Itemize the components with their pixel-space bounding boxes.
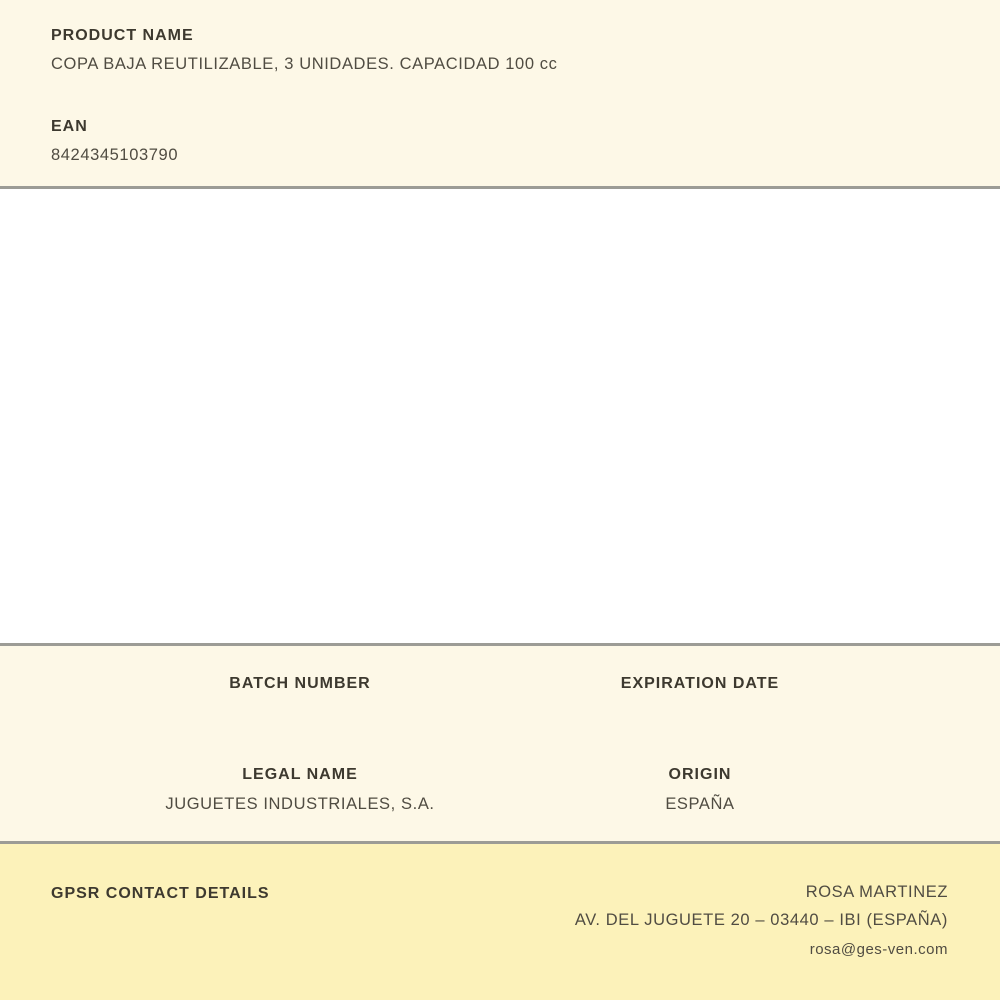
expiration-date-cell	[500, 674, 900, 703]
gpsr-contact-title: GPSR CONTACT DETAILS	[51, 885, 270, 902]
gpsr-contact-email: rosa@ges-ven.com	[809, 941, 948, 958]
info-grid	[100, 674, 900, 814]
ean-label: EAN	[51, 118, 88, 135]
gpsr-contact-address: AV. DEL JUGUETE 20 – 03440 – IBI (ESPAÑA)	[574, 911, 948, 929]
info-section	[0, 646, 1000, 844]
origin-value: ESPAÑA	[665, 795, 735, 813]
ean-value: 8424345103790	[51, 146, 179, 164]
legal-name-value: JUGUETES INDUSTRIALES, S.A.	[165, 795, 435, 813]
product-name-value: COPA BAJA REUTILIZABLE, 3 UNIDADES. CAPACIDAD 100 cc	[51, 55, 558, 73]
product-name-block	[51, 26, 949, 74]
expiration-date-label: EXPIRATION DATE	[620, 675, 780, 692]
gpsr-contact-section	[0, 844, 1000, 1000]
product-header-section	[0, 0, 1000, 189]
ean-block	[51, 117, 949, 165]
gpsr-contact-name: ROSA MARTINEZ	[805, 883, 948, 901]
origin-cell	[500, 765, 900, 814]
batch-number-cell	[100, 674, 500, 703]
origin-label: ORIGIN	[668, 766, 732, 783]
legal-name-label: LEGAL NAME	[242, 766, 358, 783]
empty-body-section	[0, 189, 1000, 646]
product-name-label: PRODUCT NAME	[51, 27, 194, 44]
batch-number-label: BATCH NUMBER	[229, 675, 371, 692]
legal-name-cell	[100, 765, 500, 814]
gpsr-contact-block	[575, 882, 948, 959]
